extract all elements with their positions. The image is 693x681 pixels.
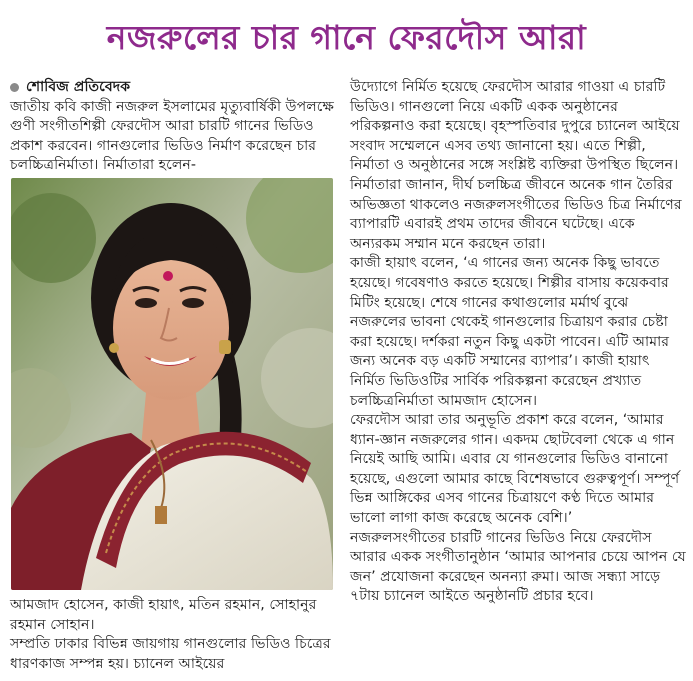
paragraph: কাজী হায়াৎ বলেন, ‘এ গানের জন্য অনেক কিছু ভাবতে হয়েছে। গবেষণাও করতে হয়েছে। শিল্পীর বাসায় কয়েকবার মিটিং হয়েছে। শেষে গানের কথাগুলোর মর্মার্থ বুঝে নজরুলের ভাবনা থেকেই গানগুলোর চিত্রায়ণ করার চেষ্টা করা হয়েছে। দর্শকরা নতুন কিছু একটা পাবেন। এটি আমার জন্য অনেক বড় একটি সম্মানের ব্যাপার’। কাজী হায়াৎ নির্মিত ভিডিওটির সার্বিক পরিকল্পনা করেছেন প্রখ্যাত চলচ্চিত্রনির্মাতা আমজাদ হোসেন। bbox=[350, 255, 670, 409]
paragraph: সম্প্রতি ঢাকার বিভিন্ন জায়গায় গানগুলোর ভিডিও চিত্রের ধারণকাজ সম্পন্ন হয়। চ্যানেল আইয়ের bbox=[10, 636, 331, 672]
paragraph: নির্মাতারা জানান, দীর্ঘ চলচ্চিত্র জীবনে অনেক গান তৈরির অভিজ্ঞতা থাকলেও নজরুলসংগীতের ভিডিও চিত্র নির্মাণের ব্যাপারটি এবারই প্রথম তাদের জীবনে ঘটেছে। একে অন্যরকম সম্মান মনে করছেন তারা। bbox=[350, 176, 682, 252]
portrait-photo bbox=[11, 178, 333, 590]
paragraph: নজরুলসংগীতের চারটি গানের ভিডিও নিয়ে ফেরদৌস আরার একক সংগীতানুষ্ঠান ‘আমার আপনার চেয়ে আপন যে জন’ প্রযোজনা করেছেন অনন্যা রুমা। আজ সন্ধ্যা সাড়ে ৭টায় চ্যানেল আইতে অনুষ্ঠানটি প্রচার হবে। bbox=[350, 529, 686, 605]
paragraph: উদ্যোগে নির্মিত হয়েছে ফেরদৌস আরার গাওয়া এ চারটি ভিডিও। গানগুলো নিয়ে একটি একক অনুষ্ঠানের পরিকল্পনাও করা হয়েছে। বৃহস্পতিবার দুপুরে চ্যানেল আইয়ে সংবাদ সম্মেলনে এসব তথ্য জানানো হয়। এতে শিল্পী, নির্মাতা ও অনুষ্ঠানের সঙ্গে সংশ্লিষ্ট ব্যক্তিরা উপস্থিত ছিলেন। bbox=[350, 79, 680, 174]
left-column-bottom bbox=[10, 596, 340, 674]
right-column bbox=[350, 78, 686, 607]
paragraph: জাতীয় কবি কাজী নজরুল ইসলামের মৃত্যুবার্ষিকী উপলক্ষে গুণী সংগীতশিল্পী ফেরদৌস আরা চারটি গানের ভিডিও প্রকাশ করবেন। গানগুলোর ভিডিও নির্মাণ করেছেন চার চলচ্চিত্রনির্মাতা। নির্মাতারা হলেন- bbox=[10, 98, 335, 174]
portrait-illustration bbox=[11, 178, 333, 590]
headline: নজরুলের চার গানে ফেরদৌস আরা bbox=[106, 18, 587, 57]
paragraph: ফেরদৌস আরা তার অনুভূতি প্রকাশ করে বলেন, ‘আমার ধ্যান-জ্ঞান নজরুলের গান। একদম ছোটবেলা থেকে এ গান নিয়েই আছি আমি। এবার যে গানগুলোর ভিডিও বানানো হয়েছে, এগুলো আমার কাছে বিশেষভাবে গুরুত্বপূর্ণ। সম্পূর্ণ ভিন্ন আঙ্গিকের এসব গানের চিত্রায়ণে কণ্ঠ দিতে আমার ভালো লাগা কাজ করেছে অনেক বেশি।’ bbox=[350, 412, 680, 527]
left-column-top bbox=[10, 78, 340, 176]
bullet-icon bbox=[10, 83, 19, 92]
paragraph: আমজাদ হোসেন, কাজী হায়াৎ, মতিন রহমান, সোহানুর রহমান সোহান। bbox=[10, 597, 317, 633]
byline-text: শোবিজ প্রতিবেদক bbox=[26, 79, 131, 95]
byline bbox=[10, 78, 340, 98]
